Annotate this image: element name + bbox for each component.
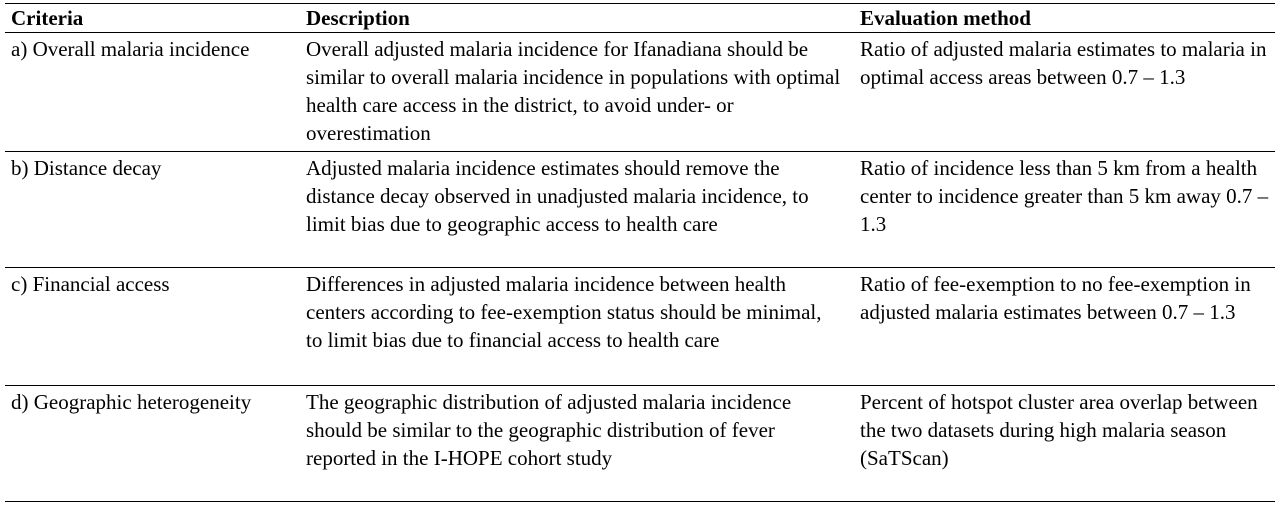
criteria-cell: c) Financial access xyxy=(11,272,170,296)
criteria-cell: a) Overall malaria incidence xyxy=(11,37,250,61)
description-cell: Overall adjusted malaria incidence for Ifanadiana should be similar to overall malaria incidence in populations with optimal health care access in the district, to avoid under- or overestimation xyxy=(306,37,841,145)
criteria-table xyxy=(5,3,1275,502)
header-criteria: Criteria xyxy=(11,6,84,30)
table-row xyxy=(5,33,1275,152)
description-cell: Adjusted malaria incidence estimates should remove the distance decay observed in unadjusted malaria incidence, to limit bias due to geographic access to health care xyxy=(306,156,809,236)
evaluation-cell: Ratio of adjusted malaria estimates to malaria in optimal access areas between 0.7 – 1.3 xyxy=(860,37,1267,89)
evaluation-cell: Ratio of fee-exemption to no fee-exemption in adjusted malaria estimates between 0.7 – 1.3 xyxy=(860,272,1251,324)
evaluation-cell: Percent of hotspot cluster area overlap between the two datasets during high malaria season (SaTScan) xyxy=(860,390,1258,470)
description-cell: Differences in adjusted malaria incidence between health centers according to fee-exemption status should be minimal, to limit bias due to financial access to health care xyxy=(306,272,822,352)
evaluation-cell: Ratio of incidence less than 5 km from a health center to incidence greater than 5 km away 0.7 – 1.3 xyxy=(860,156,1269,236)
header-description: Description xyxy=(306,6,410,30)
criteria-cell: d) Geographic heterogeneity xyxy=(11,390,252,414)
table-row xyxy=(5,386,1275,501)
table-row xyxy=(5,268,1275,386)
table-row xyxy=(5,152,1275,268)
table-header-row xyxy=(5,4,1275,33)
header-evaluation-method: Evaluation method xyxy=(860,6,1031,30)
description-cell: The geographic distribution of adjusted malaria incidence should be similar to the geographic distribution of fever reported in the I-HOPE cohort study xyxy=(306,390,792,470)
criteria-cell: b) Distance decay xyxy=(11,156,162,180)
